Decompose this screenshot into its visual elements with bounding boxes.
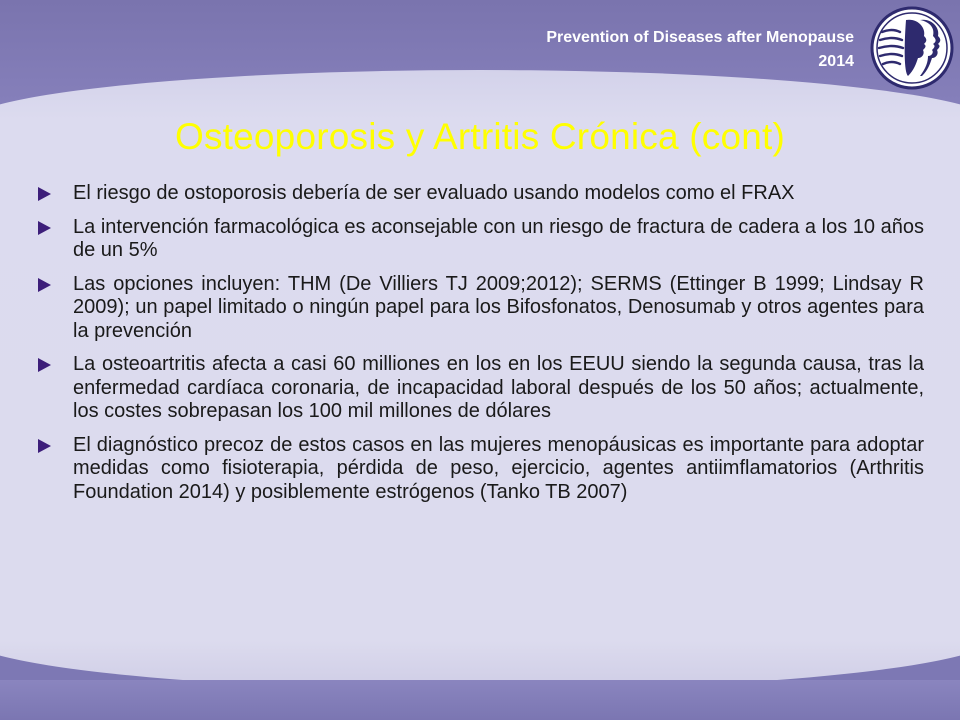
bullet-text: El riesgo de ostoporosis debería de ser evaluado usando modelos como el FRAX bbox=[73, 182, 795, 204]
bullet-item bbox=[36, 434, 924, 505]
header-year: 2014 bbox=[818, 53, 854, 70]
bullet-text: Las opciones incluyen: THM (De Villiers TJ 2009;2012); SERMS (Ettinger B 1999; Lindsay R 2009); un papel limitado o ningún papel para los Bifosfonatos, Denosumab y otros agentes para la prevención bbox=[73, 272, 924, 342]
bullet-item bbox=[36, 353, 924, 424]
triangle-arrow-bullet-icon bbox=[38, 439, 51, 453]
bullet-item bbox=[36, 182, 924, 206]
triangle-arrow-bullet-icon bbox=[38, 221, 51, 235]
faces-profile-logo-icon bbox=[870, 6, 954, 90]
bullet-item bbox=[36, 216, 924, 263]
bullet-text: La intervención farmacológica es aconsejable con un riesgo de fractura de cadera a los 10 años de un 5% bbox=[73, 215, 924, 261]
header-title: Prevention of Diseases after Menopause bbox=[546, 29, 854, 46]
triangle-arrow-bullet-icon bbox=[38, 278, 51, 292]
bottom-band bbox=[0, 680, 960, 720]
bullet-text: El diagnóstico precoz de estos casos en las mujeres menopáusicas es importante para adoptar medidas como fisioterapia, pérdida de peso, ejercicio, agentes antiimflamatorios (Arthritis Foundation 2014) y posiblemente estrógenos (Tanko TB 2007) bbox=[73, 433, 924, 503]
bullet-text: La osteoartritis afecta a casi 60 milliones en los en los EEUU siendo la segunda causa, tras la enfermedad cardíaca coronaria, de incapacidad laboral después de los 50 años; actualmente, los costes sobrepasan los 100 mil millones de dólares bbox=[73, 353, 924, 422]
bullet-list bbox=[36, 182, 924, 514]
triangle-arrow-bullet-icon bbox=[38, 187, 51, 201]
bullet-item bbox=[36, 273, 924, 344]
triangle-arrow-bullet-icon bbox=[38, 358, 51, 372]
header-caption bbox=[546, 26, 854, 74]
slide-title: Osteoporosis y Artritis Crónica (cont) bbox=[174, 116, 786, 157]
